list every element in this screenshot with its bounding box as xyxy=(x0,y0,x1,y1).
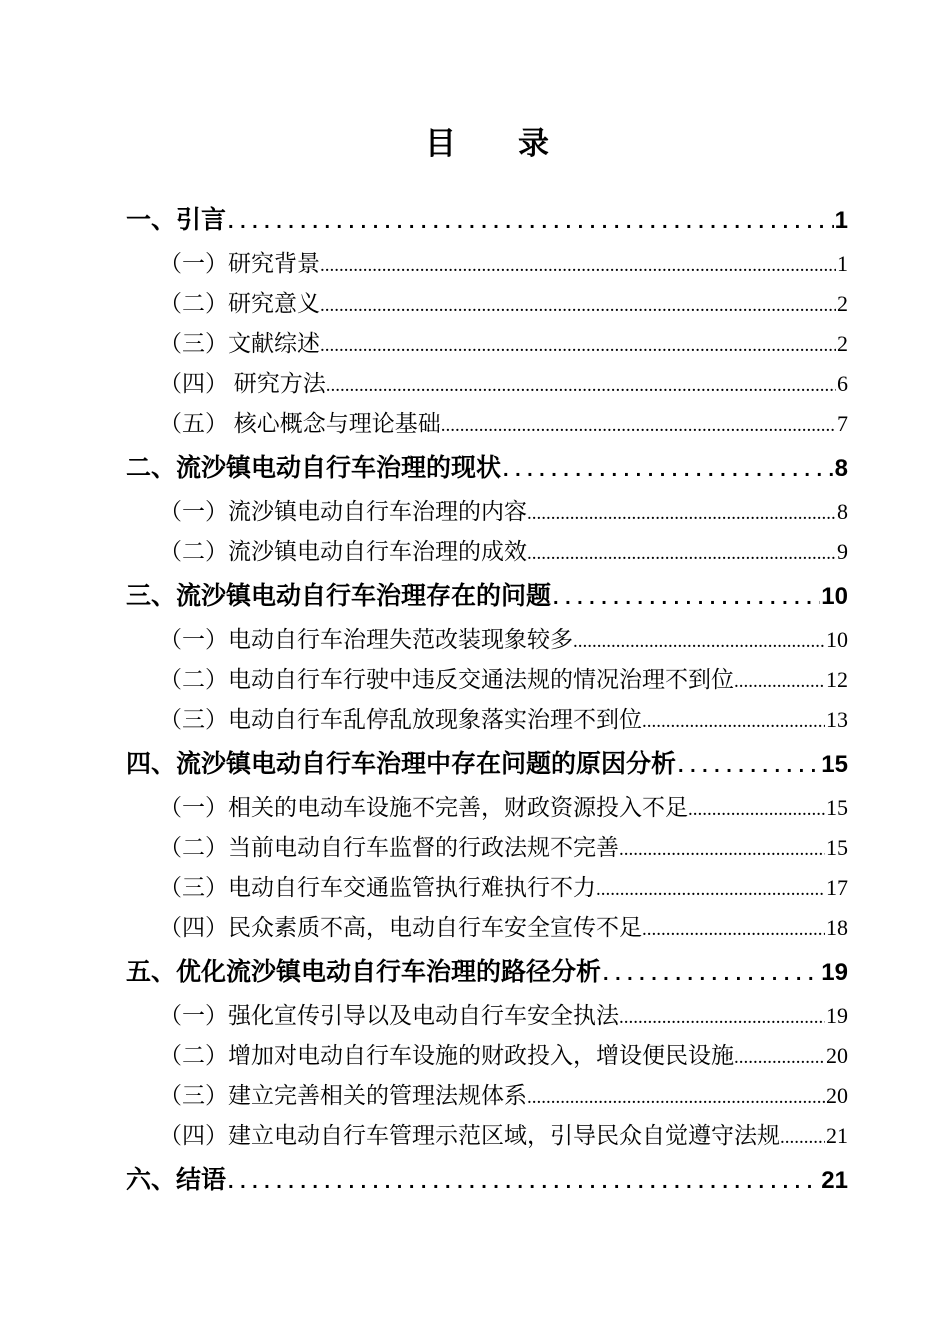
toc-entry-label: （二）研究意义 xyxy=(159,291,320,316)
toc-entry-label: （一）强化宣传引导以及电动自行车安全执法 xyxy=(159,1003,619,1028)
dot-leader xyxy=(619,998,825,1038)
toc-entry-label: （四） 研究方法 xyxy=(159,371,326,396)
toc-entry-label: 六、结语 xyxy=(126,1166,227,1194)
page-number: 12 xyxy=(826,667,848,692)
dot-leader xyxy=(320,286,836,326)
toc-entry[interactable] xyxy=(126,244,848,284)
dot-leader xyxy=(501,448,834,492)
dot-leader xyxy=(527,494,836,534)
toc-entry-label: （一）研究背景 xyxy=(159,251,320,276)
page-number: 21 xyxy=(826,1123,848,1148)
dot-leader xyxy=(596,870,825,910)
dot-leader xyxy=(734,662,825,702)
toc-entry[interactable] xyxy=(126,996,848,1036)
page-number: 15 xyxy=(821,751,848,778)
page-number: 20 xyxy=(826,1043,848,1068)
toc-entry[interactable] xyxy=(126,868,848,908)
toc-entry[interactable] xyxy=(126,1076,848,1116)
dot-leader xyxy=(601,952,820,996)
toc-entry-label: （五） 核心概念与理论基础 xyxy=(159,411,441,436)
toc-entry[interactable] xyxy=(126,620,848,660)
page-number: 10 xyxy=(821,583,848,610)
toc-entry[interactable] xyxy=(126,788,848,828)
toc-entry[interactable] xyxy=(126,404,848,444)
dot-leader xyxy=(676,744,820,788)
dot-leader xyxy=(734,1038,825,1078)
toc-entry-label: （三）电动自行车交通监管执行难执行不力 xyxy=(159,875,596,900)
page-number: 21 xyxy=(821,1167,848,1194)
dot-leader xyxy=(320,246,836,286)
page-number: 18 xyxy=(826,915,848,940)
toc-entry[interactable] xyxy=(126,1036,848,1076)
toc-entry[interactable] xyxy=(126,660,848,700)
page-number: 13 xyxy=(826,707,848,732)
toc-entry-label: （二）流沙镇电动自行车治理的成效 xyxy=(159,539,527,564)
toc-entry[interactable] xyxy=(126,950,848,994)
page-number: 19 xyxy=(821,959,848,986)
page-number: 20 xyxy=(826,1083,848,1108)
toc-entry-label: （二）增加对电动自行车设施的财政投入，增设便民设施 xyxy=(159,1043,734,1068)
page-number: 8 xyxy=(837,499,848,524)
dot-leader xyxy=(226,200,834,244)
toc-entry-label: （四）民众素质不高，电动自行车安全宣传不足 xyxy=(159,915,642,940)
toc-entry-label: （四）建立电动自行车管理示范区域，引导民众自觉遵守法规 xyxy=(159,1123,780,1148)
dot-leader xyxy=(619,830,825,870)
dot-leader xyxy=(326,366,836,406)
toc-entry-label: 四、流沙镇电动自行车治理中存在问题的原因分析 xyxy=(126,750,677,778)
toc-entry-label: （一）电动自行车治理失范改装现象较多 xyxy=(159,627,573,652)
dot-leader xyxy=(688,790,825,830)
page-number: 2 xyxy=(837,331,848,356)
toc-entry[interactable] xyxy=(126,492,848,532)
dot-leader xyxy=(441,406,836,446)
toc-entry[interactable] xyxy=(126,284,848,324)
toc-entry-label: 一、引言 xyxy=(126,206,227,234)
toc-entry-label: （二）当前电动自行车监督的行政法规不完善 xyxy=(159,835,619,860)
toc-entry[interactable] xyxy=(126,532,848,572)
toc-entry-label: 二、流沙镇电动自行车治理的现状 xyxy=(126,454,502,482)
toc-entry[interactable] xyxy=(126,574,848,618)
dot-leader xyxy=(573,622,825,662)
toc-entry[interactable] xyxy=(126,908,848,948)
dot-leader xyxy=(551,576,820,620)
page-number: 1 xyxy=(834,207,848,234)
page-number: 17 xyxy=(826,875,848,900)
dot-leader xyxy=(527,1078,825,1118)
toc-entry-label: 三、流沙镇电动自行车治理存在的问题 xyxy=(126,582,552,610)
page-number: 15 xyxy=(826,795,848,820)
toc-title: 目 录 xyxy=(425,126,549,161)
dot-leader xyxy=(527,534,836,574)
page-number: 15 xyxy=(826,835,848,860)
page-number: 6 xyxy=(837,371,848,396)
toc-entry[interactable] xyxy=(126,324,848,364)
toc-list xyxy=(126,198,848,1202)
dot-leader xyxy=(642,702,825,742)
dot-leader xyxy=(320,326,836,366)
page-number: 19 xyxy=(826,1003,848,1028)
page-number: 9 xyxy=(837,539,848,564)
dot-leader xyxy=(780,1118,825,1158)
toc-entry-label: （一）流沙镇电动自行车治理的内容 xyxy=(159,499,527,524)
page-number: 1 xyxy=(837,251,848,276)
toc-entry[interactable] xyxy=(126,446,848,490)
page-number: 7 xyxy=(837,411,848,436)
page-number: 8 xyxy=(834,455,848,482)
page-number: 2 xyxy=(837,291,848,316)
toc-entry[interactable] xyxy=(126,1158,848,1202)
toc-entry-label: （三）建立完善相关的管理法规体系 xyxy=(159,1083,527,1108)
dot-leader xyxy=(642,910,825,950)
toc-entry[interactable] xyxy=(126,700,848,740)
toc-entry[interactable] xyxy=(126,1116,848,1156)
dot-leader xyxy=(226,1160,820,1204)
toc-entry[interactable] xyxy=(126,828,848,868)
toc-entry-label: （二）电动自行车行驶中违反交通法规的情况治理不到位 xyxy=(159,667,734,692)
toc-entry-label: （一）相关的电动车设施不完善，财政资源投入不足 xyxy=(159,795,688,820)
page-number: 10 xyxy=(826,627,848,652)
toc-entry[interactable] xyxy=(126,364,848,404)
toc-entry-label: （三）文献综述 xyxy=(159,331,320,356)
toc-entry-label: （三）电动自行车乱停乱放现象落实治理不到位 xyxy=(159,707,642,732)
toc-entry[interactable] xyxy=(126,742,848,786)
toc-entry[interactable] xyxy=(126,198,848,242)
toc-entry-label: 五、优化流沙镇电动自行车治理的路径分析 xyxy=(126,958,602,986)
